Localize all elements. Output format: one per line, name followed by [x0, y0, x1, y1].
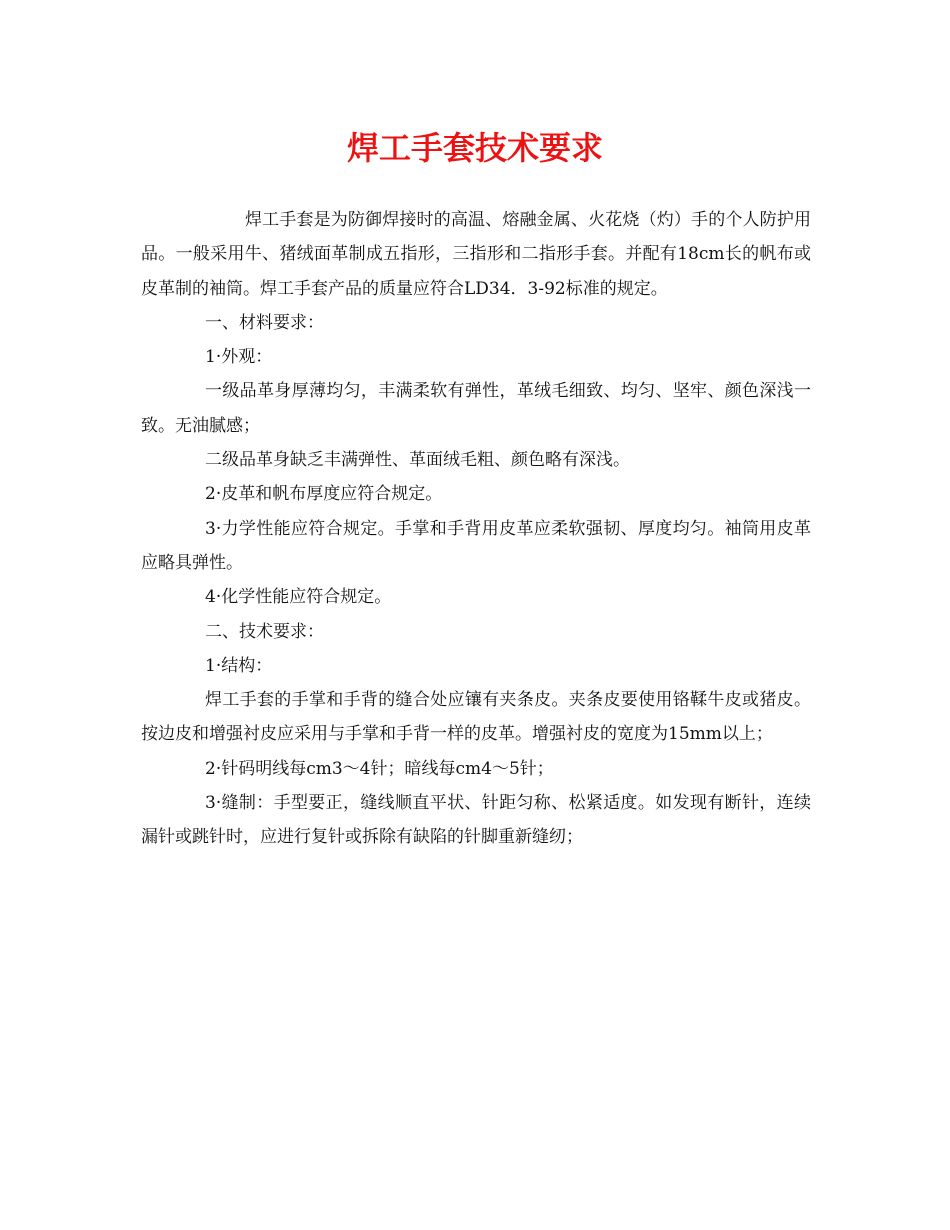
- item-appearance-heading: 1·外观：: [205, 347, 273, 368]
- document-body: [141, 203, 811, 855]
- document-title: 焊工手套技术要求: [346, 129, 603, 167]
- item-mechanical-paragraph: 3·力学性能应符合规定。手掌和手背用皮革应柔软强韧、厚度均匀。袖筒用皮革应略具弹性。: [141, 518, 811, 573]
- intro-paragraph: 焊工手套是为防御焊接时的高温、熔融金属、火花烧（灼）手的个人防护用品。一般采用牛、猪绒面革制成五指形，三指形和二指形手套。并配有18cm长的帆布或皮革制的袖筒。焊工手套产品的质量应符合LD34．3-92标准的规定。: [141, 210, 811, 299]
- grade-two-paragraph: 二级品革身缺乏丰满弹性、革面绒毛粗、颜色略有深浅。: [205, 450, 630, 471]
- section-heading-technical: 二、技术要求：: [205, 621, 324, 642]
- structure-paragraph: 焊工手套的手掌和手背的缝合处应镶有夹条皮。夹条皮要使用铬鞣牛皮或猪皮。按边皮和增强衬皮应采用与手掌和手背一样的皮革。增强衬皮的宽度为15mm以上；: [141, 690, 811, 745]
- section-heading-materials: 一、材料要求：: [205, 312, 324, 333]
- grade-one-paragraph: 一级品革身厚薄均匀，丰满柔软有弹性，革绒毛细致、均匀、坚牢、颜色深浅一致。无油腻感；: [141, 381, 811, 436]
- item-chemical-paragraph: 4·化学性能应符合规定。: [205, 587, 392, 608]
- item-sewing-paragraph: 3·缝制：手型要正，缝线顺直平状、针距匀称、松紧适度。如发现有断针，连续漏针或跳针时，应进行复针或拆除有缺陷的针脚重新缝纫；: [141, 793, 811, 848]
- item-structure-heading: 1·结构：: [205, 655, 273, 676]
- item-thickness-paragraph: 2·皮革和帆布厚度应符合规定。: [205, 484, 443, 505]
- item-stitch-paragraph: 2·针码明线每cm3～4针；暗线每cm4～5针；: [205, 758, 554, 779]
